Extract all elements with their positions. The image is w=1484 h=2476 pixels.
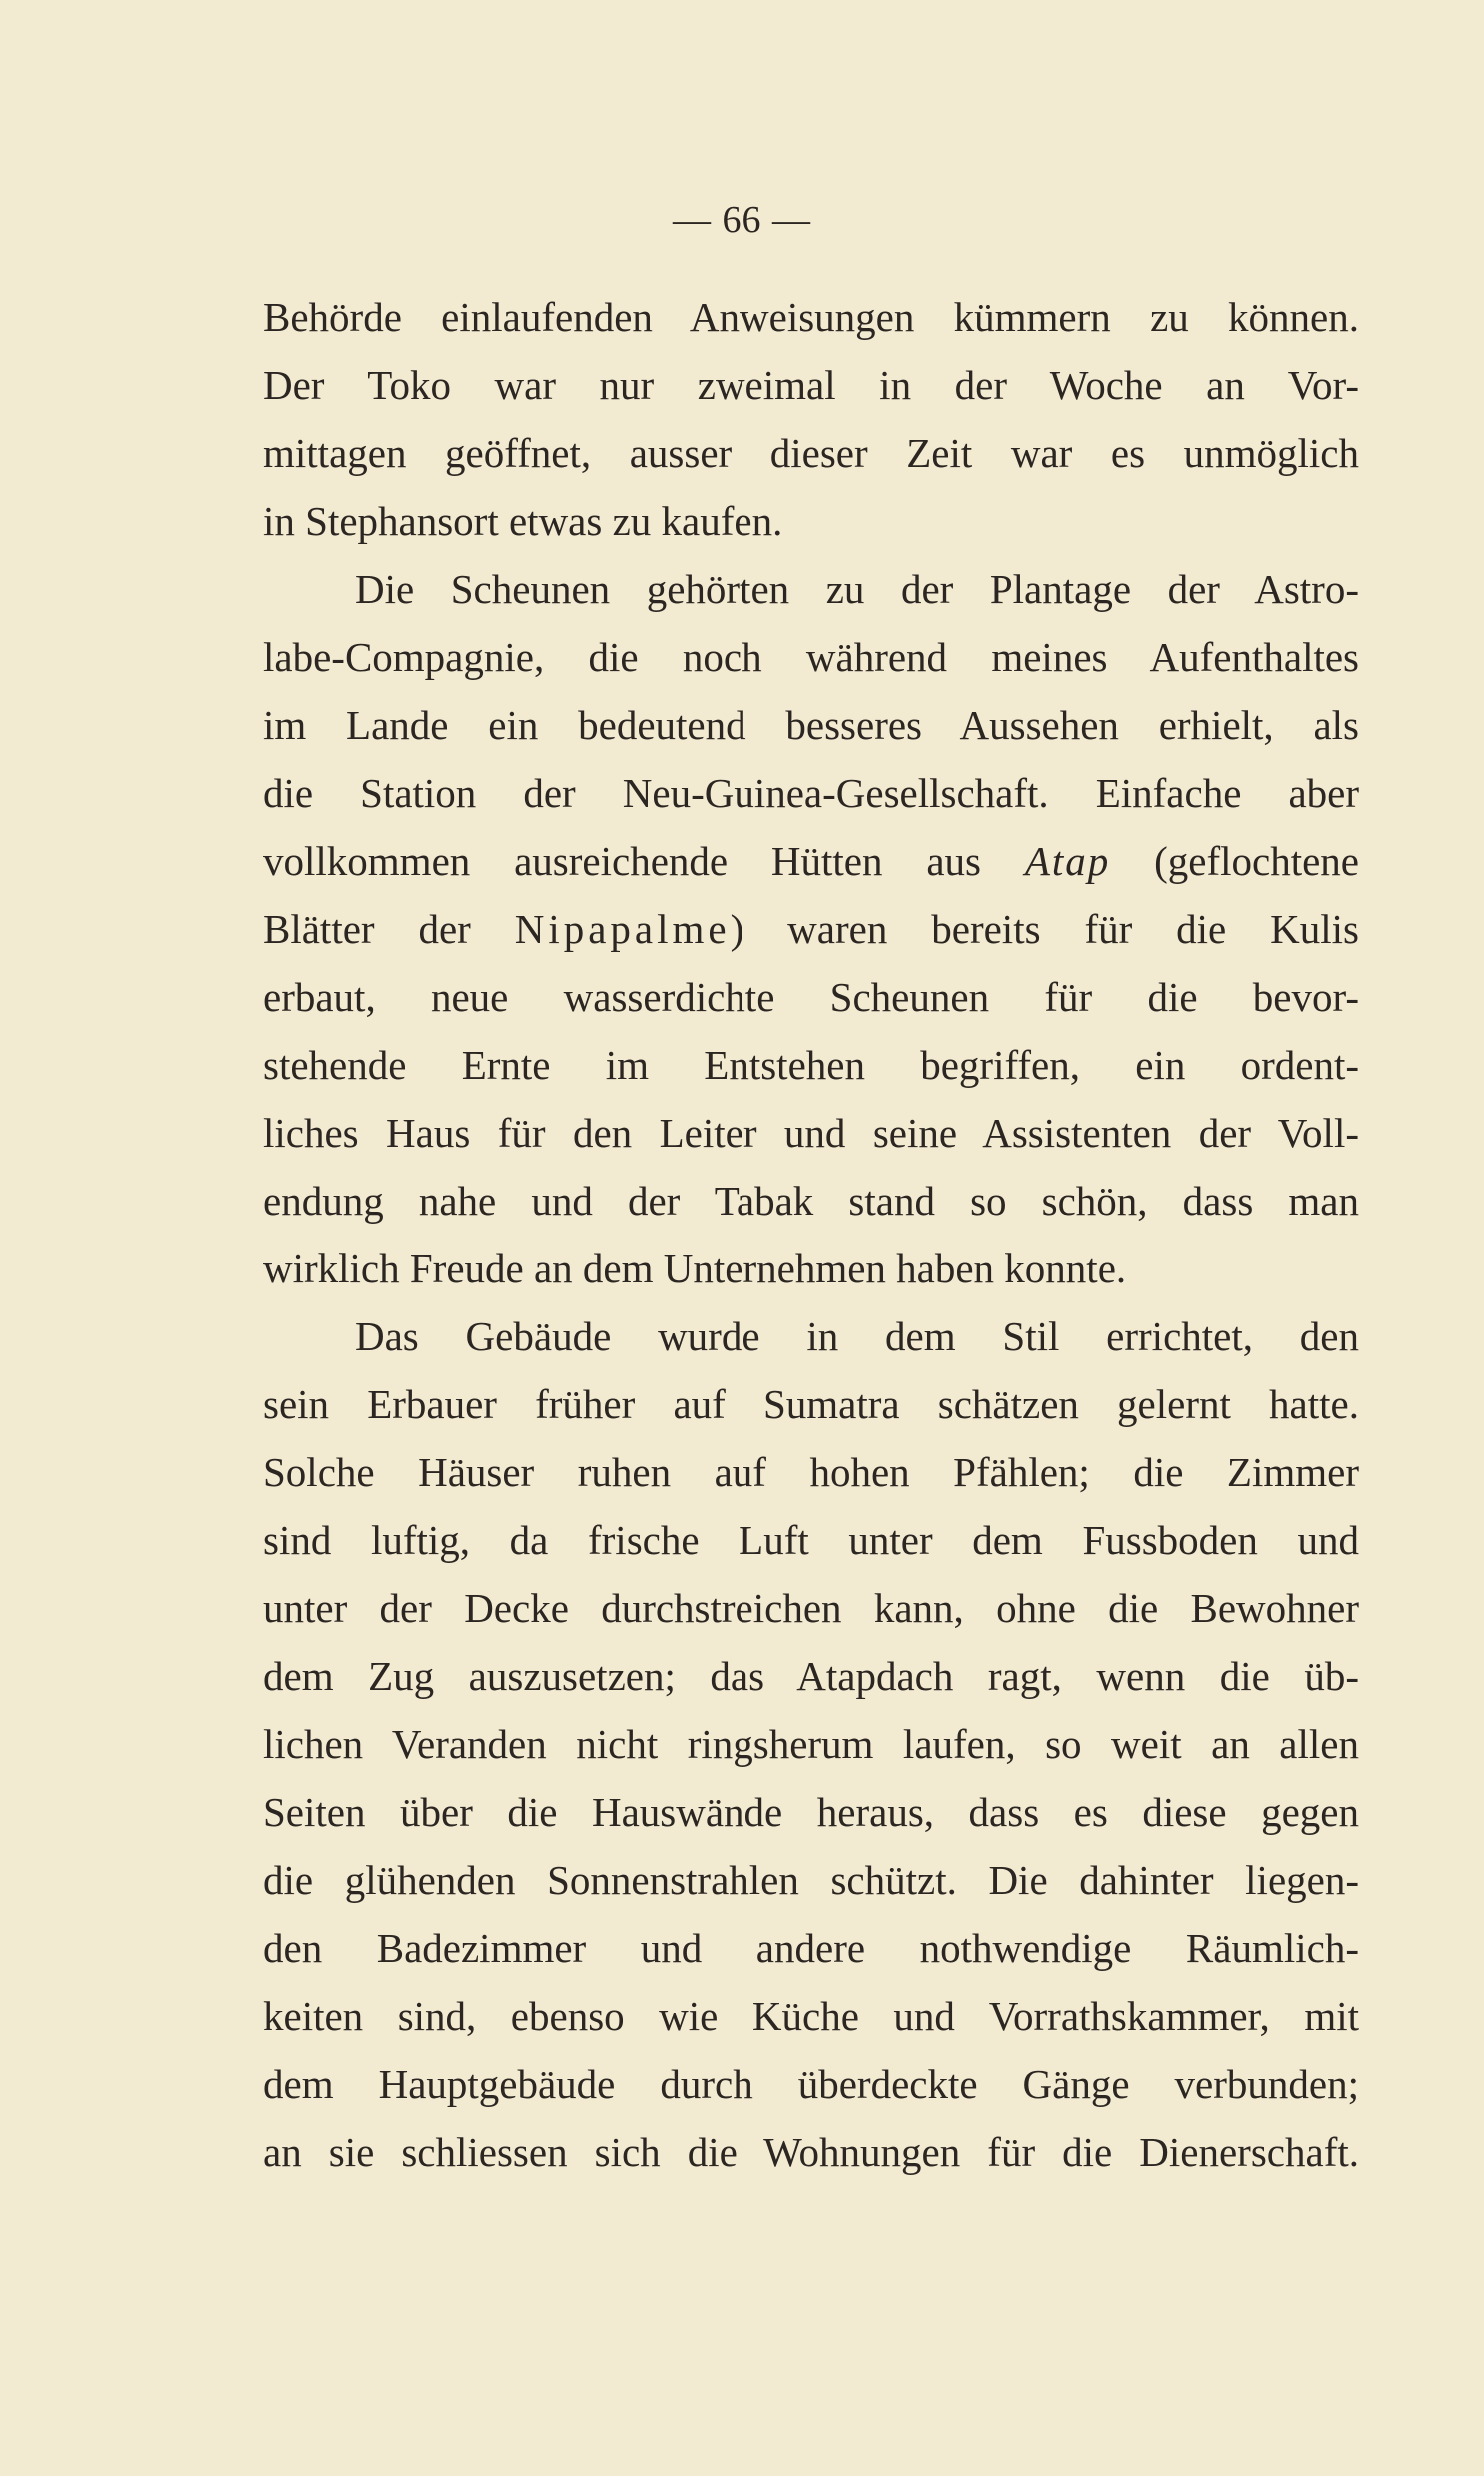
text-line: erbaut, neue wasserdichte Scheunen für die bevor- (263, 974, 1359, 1020)
text-line: in Stephansort etwas zu kaufen. (263, 498, 783, 544)
text-line: im Lande ein bedeutend besseres Aussehen erhielt, als (263, 702, 1359, 748)
text-line: unter der Decke durchstreichen kann, ohne die Bewohner (263, 1585, 1359, 1631)
text-line: mittagen geöffnet, ausser dieser Zeit war es unmöglich (263, 430, 1359, 476)
text-line: wirklich Freude an dem Unternehmen haben konnte. (263, 1245, 1127, 1291)
text-line: keiten sind, ebenso wie Küche und Vorrathskammer, mit (263, 1993, 1359, 2039)
text-line: stehende Ernte im Entstehen begriffen, ein ordent- (263, 1042, 1359, 1088)
text-segment: vollkommen ausreichende Hütten aus (263, 838, 1025, 884)
emphasized-term: Atap (1024, 838, 1111, 884)
text-line: sein Erbauer früher auf Sumatra schätzen gelernt hatte. (263, 1381, 1359, 1427)
text-segment: Blätter der (263, 906, 515, 952)
text-line: Der Toko war nur zweimal in der Woche an Vor- (263, 362, 1359, 408)
text-line: labe-Compagnie, die noch während meines Aufenthaltes (263, 634, 1359, 680)
text-line: Behörde einlaufenden Anweisungen kümmern zu können. (263, 294, 1359, 340)
text-line: die Station der Neu-Guinea-Gesellschaft. Einfache aber (263, 770, 1359, 816)
text-line: an sie schliessen sich die Wohnungen für die Dienerschaft. (263, 2129, 1359, 2175)
paragraph-start-line: Das Gebäude wurde in dem Stil errichtet, den (355, 1313, 1359, 1359)
text-line: die glühenden Sonnenstrahlen schützt. Die dahinter liegen- (263, 1857, 1359, 1903)
text-line: dem Hauptgebäude durch überdeckte Gänge verbunden; (263, 2061, 1359, 2107)
page-number: — 66 — (673, 199, 811, 241)
text-line: den Badezimmer und andere nothwendige Räumlich- (263, 1925, 1359, 1971)
text-line: endung nahe und der Tabak stand so schön, dass man (263, 1178, 1359, 1224)
paragraph-start-line: Die Scheunen gehörten zu der Plantage der Astro- (355, 566, 1359, 612)
text-line (263, 905, 1359, 957)
text-line: Seiten über die Hauswände heraus, dass es diese gegen (263, 1789, 1359, 1835)
text-line: lichen Veranden nicht ringsherum laufen, so weit an allen (263, 1721, 1359, 1767)
text-line: sind luftig, da frische Luft unter dem Fussboden und (263, 1517, 1359, 1563)
spaced-term: Nipapalme (514, 906, 731, 952)
text-segment: ) waren bereits für die Kulis (730, 906, 1359, 952)
text-line (263, 837, 1359, 889)
text-line: dem Zug auszusetzen; das Atapdach ragt, wenn die üb- (263, 1653, 1359, 1699)
text-line: Solche Häuser ruhen auf hohen Pfählen; die Zimmer (263, 1449, 1359, 1495)
text-line: liches Haus für den Leiter und seine Assistenten der Voll- (263, 1110, 1359, 1156)
text-segment: (geflochtene (1110, 838, 1359, 884)
